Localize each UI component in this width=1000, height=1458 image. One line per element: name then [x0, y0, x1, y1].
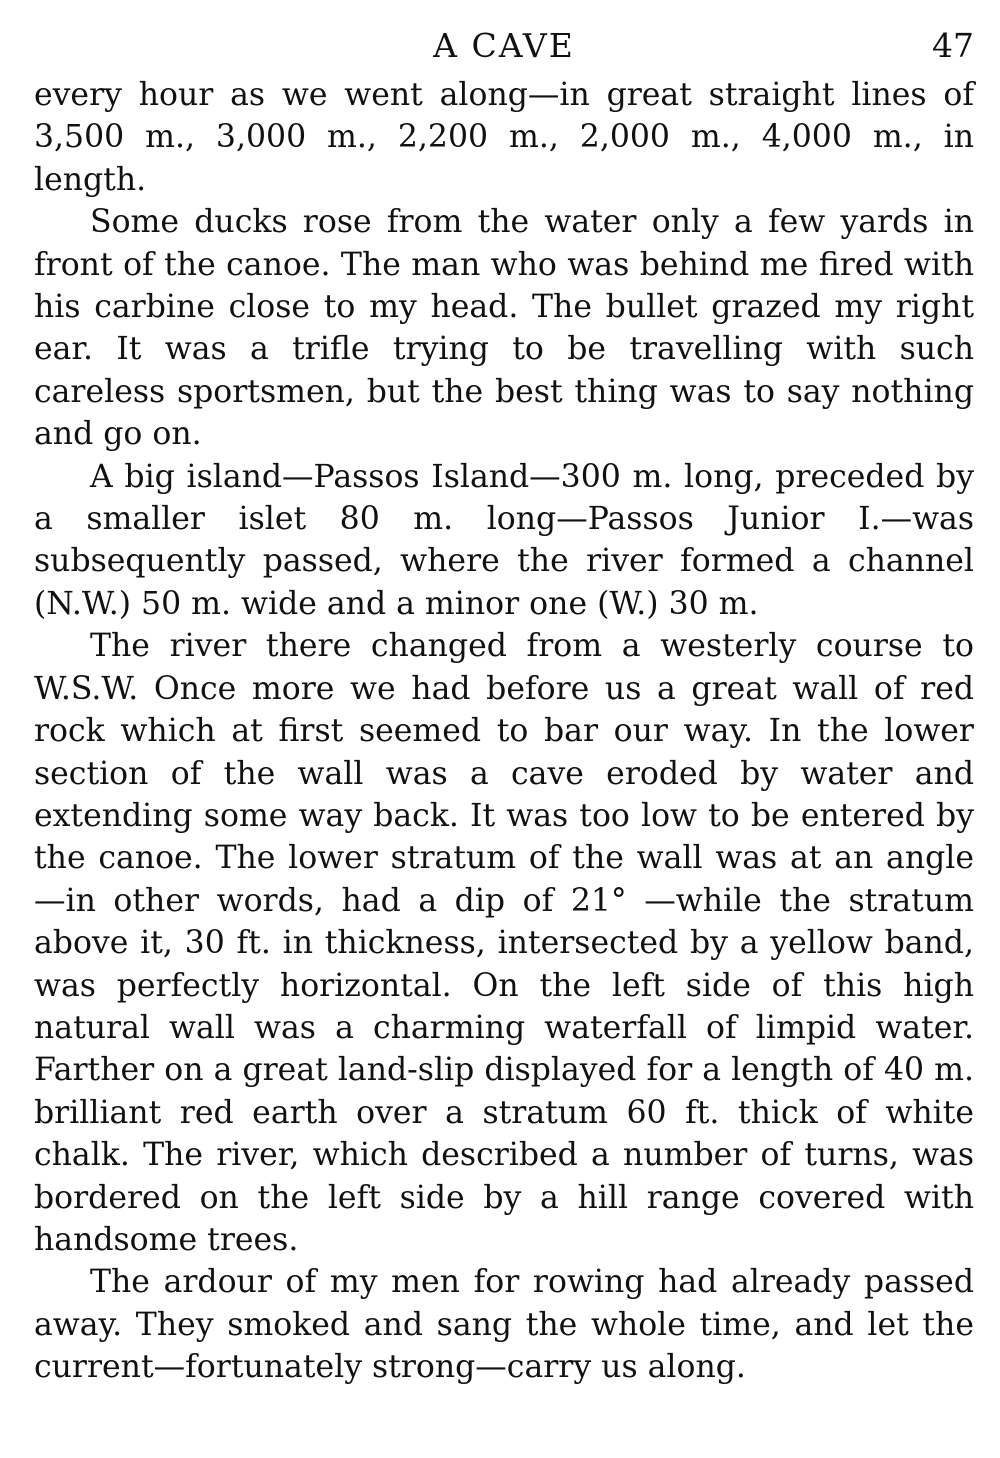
paragraph-continuation: every hour as we went along—in great straight lines of 3,500 m., 3,000 m., 2,200 m., 2,000 m., 4,000 m., in length.	[34, 77, 974, 198]
page-header	[34, 22, 974, 74]
paragraph-cave: The river there changed from a westerly course to W.S.W. Once more we had before us a great wall of red rock which at first seemed to bar our way. In the lower section of the wall was a cave eroded by water and extending some way back. It was too low to be entered by the canoe. The lower stratum of the wall was at an angle—in other words, had a dip of 21° —while the stratum above it, 30 ft. in thickness, intersected by a yellow band, was perfectly horizontal. On the left side of this high natural wall was a charming waterfall of limpid water. Farther on a great land-slip displayed for a length of 40 m. brilliant red earth over a stratum 60 ft. thick of white chalk. The river, which described a number of turns, was bordered on the left side by a hill range covered with handsome trees.	[34, 628, 974, 1258]
running-title: A CAVE	[433, 26, 575, 65]
paragraph-island: A big island—Passos Island—300 m. long, preceded by a smaller islet 80 m. long—Passos Junior I.—was subsequently passed, where the river formed a channel (N.W.) 50 m. wide and a minor one (W.) 30 m.	[34, 458, 974, 622]
book-page	[34, 22, 974, 1389]
page-number: 47	[932, 26, 974, 65]
body-text	[34, 74, 974, 1389]
paragraph-men: The ardour of my men for rowing had already passed away. They smoked and sang the whole time, and let the current—fortunately strong—carry us along.	[34, 1264, 974, 1386]
paragraph-ducks: Some ducks rose from the water only a few yards in front of the canoe. The man who was behind me fired with his carbine close to my head. The bullet grazed my right ear. It was a trifle trying to be travelling with such careless sportsmen, but the best thing was to say nothing and go on.	[34, 204, 974, 453]
